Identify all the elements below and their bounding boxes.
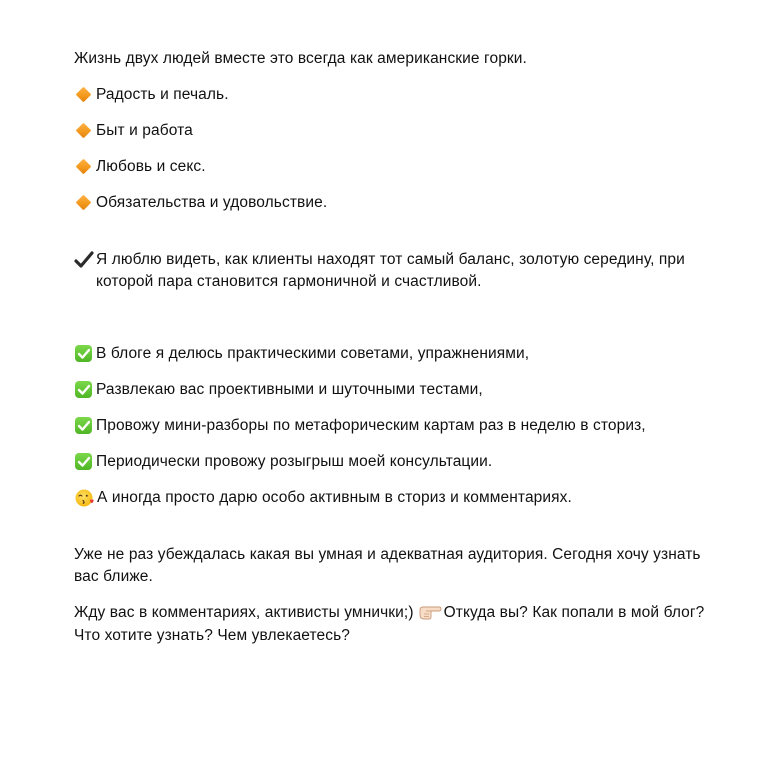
blog-item-text: Развлекаю вас проективными и шуточными тестами, — [96, 381, 483, 398]
kissing-face-icon — [74, 487, 95, 509]
blog-item — [74, 415, 714, 437]
bullet-item — [74, 84, 714, 106]
blog-item — [74, 379, 714, 401]
blog-item — [74, 343, 714, 365]
spacer — [74, 523, 714, 544]
blog-item-text: Провожу мини-разборы по метафорическим картам раз в неделю в сториз, — [96, 417, 646, 434]
bullet-item — [74, 156, 714, 178]
bullet-text: Обязательства и удовольствие. — [96, 194, 328, 211]
closing-text-before: Жду вас в комментариях, активисты умнички;) — [74, 604, 414, 621]
balance-paragraph — [74, 249, 714, 293]
bullet-text: Любовь и секс. — [96, 158, 206, 175]
orange-diamond-icon — [74, 120, 94, 142]
intro-line — [74, 48, 714, 70]
green-check-icon — [74, 379, 94, 401]
spacer — [74, 228, 714, 249]
heavy-check-icon — [74, 249, 94, 271]
balance-text: Я люблю видеть, как клиенты находят тот самый баланс, золотую середину, при которой пара становится гармоничной и счастливой. — [96, 251, 685, 290]
post-text — [74, 48, 714, 661]
bullet-text: Радость и печаль. — [96, 86, 229, 103]
closing-paragraph — [74, 602, 714, 647]
audience-text: Уже не раз убеждалась какая вы умная и адекватная аудитория. Сегодня хочу узнать вас ближе. — [74, 546, 701, 585]
blog-item — [74, 451, 714, 473]
orange-diamond-icon — [74, 84, 94, 106]
audience-paragraph — [74, 544, 714, 588]
orange-diamond-icon — [74, 156, 94, 178]
orange-diamond-icon — [74, 192, 94, 214]
blog-item-text: Периодически провожу розыгрыш моей консультации. — [96, 453, 493, 470]
gift-text: А иногда просто дарю особо активным в сториз и комментариях. — [97, 489, 572, 506]
closing-text-after: Откуда вы? Как попали в мой блог? Что хотите узнать? Чем увлекаетесь? — [74, 604, 705, 644]
green-check-icon — [74, 415, 94, 437]
green-check-icon — [74, 451, 94, 473]
bullet-item — [74, 192, 714, 214]
intro-text: Жизнь двух людей вместе это всегда как американские горки. — [74, 50, 527, 67]
bullet-item — [74, 120, 714, 142]
spacer — [74, 307, 714, 343]
blog-item-text: В блоге я делюсь практическими советами, упражнениями, — [96, 345, 530, 362]
bullet-text: Быт и работа — [96, 122, 193, 139]
green-check-icon — [74, 343, 94, 365]
pointing-hand-icon — [418, 603, 442, 625]
gift-line — [74, 487, 714, 509]
